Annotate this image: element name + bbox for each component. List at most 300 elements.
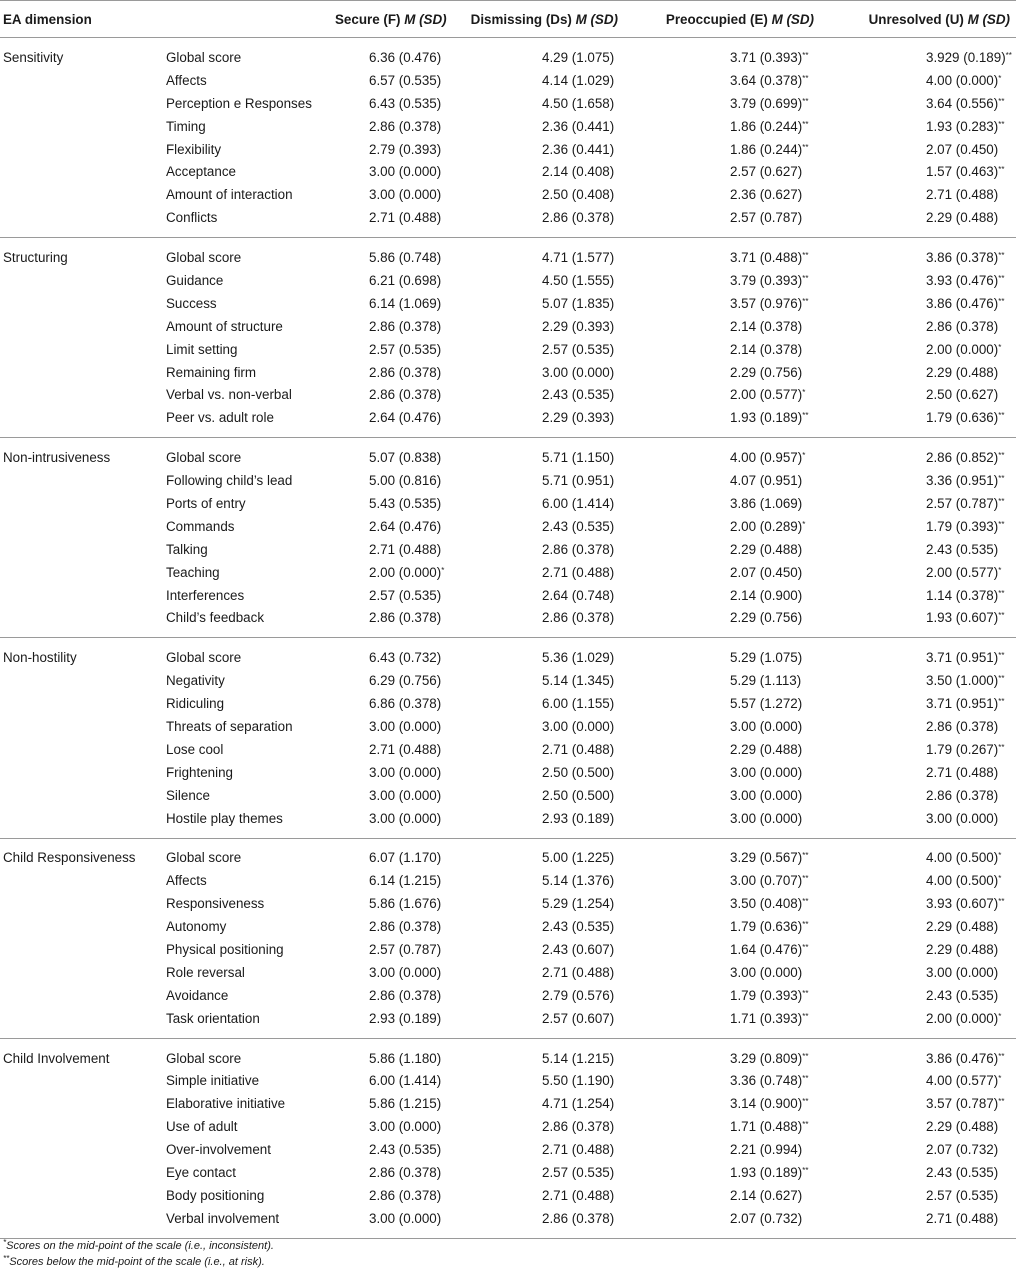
value-cell-secure: [335, 915, 451, 938]
significance-marker: **: [998, 651, 1005, 661]
value-text: 3.00 (0.000): [369, 787, 442, 803]
value-cell-secure: [335, 761, 451, 784]
value-wrap: [369, 896, 445, 911]
value-wrap: [542, 919, 618, 934]
dimension-cell-empty: [0, 1092, 165, 1115]
value-wrap: [542, 319, 618, 334]
table-row: [0, 938, 1016, 961]
value-text: 6.43 (0.732): [369, 650, 442, 666]
value-wrap: [542, 542, 618, 557]
value-text: 3.86 (0.476): [926, 1050, 999, 1066]
item-label: Interferences: [166, 587, 245, 603]
value-text: 4.00 (0.957): [730, 450, 803, 466]
value-cell-preoccupied: [624, 315, 820, 338]
value-text: 2.14 (0.378): [730, 318, 803, 334]
value-text: 3.00 (0.000): [369, 1119, 442, 1135]
value-cell-dismissing: [451, 807, 624, 838]
value-cell-unresolved: [820, 961, 1016, 984]
value-text: 3.50 (1.000): [926, 673, 999, 689]
value-cell-unresolved: [820, 892, 1016, 915]
value-text: 3.00 (0.000): [730, 787, 803, 803]
value-wrap: [542, 650, 618, 665]
value-cell-unresolved: [820, 715, 1016, 738]
value-text: 2.86 (0.378): [369, 1187, 442, 1203]
value-wrap: [730, 519, 814, 534]
value-text: 2.29 (0.756): [730, 364, 803, 380]
value-text: 2.50 (0.500): [542, 764, 615, 780]
value-cell-preoccupied: [624, 1070, 820, 1093]
value-wrap: [926, 1096, 1010, 1111]
value-text: 6.14 (1.215): [369, 873, 442, 889]
value-text: 2.71 (0.488): [542, 564, 615, 580]
value-text: 2.43 (0.535): [369, 1142, 442, 1158]
value-wrap: [730, 919, 814, 934]
value-cell-unresolved: [820, 1207, 1016, 1238]
value-text: 2.86 (0.378): [542, 210, 615, 226]
value-cell-secure: [335, 669, 451, 692]
value-wrap: [926, 850, 1010, 865]
value-wrap: [730, 1073, 814, 1088]
dimension-cell-empty: [0, 1070, 165, 1093]
value-wrap: [730, 50, 814, 65]
value-cell-unresolved: [820, 1092, 1016, 1115]
footnote-text: Scores below the mid-point of the scale (i.e., at risk).: [9, 1256, 265, 1268]
significance-marker: **: [998, 96, 1005, 106]
value-text: 2.00 (0.289): [730, 518, 803, 534]
value-text: 4.00 (0.500): [926, 873, 999, 889]
item-label: Eye contact: [166, 1165, 236, 1181]
value-text: 1.71 (0.488): [730, 1119, 803, 1135]
value-wrap: [369, 942, 445, 957]
value-cell-secure: [335, 1184, 451, 1207]
value-text: 5.36 (1.029): [542, 650, 615, 666]
dimension-cell-empty: [0, 206, 165, 237]
value-wrap: [369, 919, 445, 934]
value-wrap: [730, 896, 814, 911]
value-cell-preoccupied: [624, 38, 820, 69]
value-text: 3.00 (0.000): [369, 810, 442, 826]
value-wrap: [369, 565, 445, 580]
value-cell-preoccupied: [624, 160, 820, 183]
item-label: Use of adult: [166, 1119, 238, 1135]
value-text: 3.71 (0.951): [926, 696, 999, 712]
value-cell-preoccupied: [624, 1038, 820, 1069]
value-cell-unresolved: [820, 406, 1016, 437]
value-wrap: [730, 1119, 814, 1134]
table-row: [0, 269, 1016, 292]
value-cell-dismissing: [451, 469, 624, 492]
value-wrap: [369, 250, 445, 265]
table-row: [0, 738, 1016, 761]
value-cell-secure: [335, 784, 451, 807]
value-text: 2.57 (0.535): [542, 341, 615, 357]
table-row: [0, 692, 1016, 715]
value-wrap: [542, 1051, 618, 1066]
value-text: 3.57 (0.787): [926, 1096, 999, 1112]
value-cell-dismissing: [451, 38, 624, 69]
value-cell-unresolved: [820, 1161, 1016, 1184]
table-row: [0, 807, 1016, 838]
value-cell-preoccupied: [624, 69, 820, 92]
value-cell-dismissing: [451, 938, 624, 961]
value-cell-secure: [335, 338, 451, 361]
value-text: 6.86 (0.378): [369, 696, 442, 712]
value-text: 3.50 (0.408): [730, 896, 803, 912]
value-cell-unresolved: [820, 669, 1016, 692]
value-wrap: [926, 450, 1010, 465]
value-text: 6.00 (1.414): [369, 1073, 442, 1089]
value-wrap: [730, 988, 814, 1003]
value-text: 4.50 (1.555): [542, 272, 615, 288]
value-text: 3.29 (0.809): [730, 1050, 803, 1066]
value-cell-dismissing: [451, 669, 624, 692]
header-unresolved-label: Unresolved (U): [868, 11, 964, 27]
value-cell-unresolved: [820, 692, 1016, 715]
value-wrap: [730, 1188, 814, 1203]
value-wrap: [542, 896, 618, 911]
value-wrap: [730, 250, 814, 265]
value-cell-dismissing: [451, 183, 624, 206]
value-wrap: [926, 896, 1010, 911]
value-cell-dismissing: [451, 892, 624, 915]
item-label: Global score: [166, 1050, 242, 1066]
value-cell-preoccupied: [624, 206, 820, 237]
value-cell-preoccupied: [624, 115, 820, 138]
value-text: 6.21 (0.698): [369, 272, 442, 288]
dimension-cell-empty: [0, 1138, 165, 1161]
value-wrap: [542, 1211, 618, 1226]
value-wrap: [730, 119, 814, 134]
value-wrap: [542, 811, 618, 826]
value-cell-secure: [335, 406, 451, 437]
dimension-cell-empty: [0, 892, 165, 915]
significance-marker: **: [998, 165, 1005, 175]
value-wrap: [369, 450, 445, 465]
value-text: 3.00 (0.000): [369, 1210, 442, 1226]
value-wrap: [926, 496, 1010, 511]
value-text: 5.00 (1.225): [542, 850, 615, 866]
value-cell-preoccupied: [624, 92, 820, 115]
dimension-cell-empty: [0, 738, 165, 761]
item-label: Flexibility: [166, 141, 222, 157]
dimension-cell-empty: [0, 584, 165, 607]
value-wrap: [542, 119, 618, 134]
value-text: 5.14 (1.215): [542, 1050, 615, 1066]
item-label: Frightening: [166, 764, 233, 780]
value-text: 2.36 (0.441): [542, 141, 615, 157]
value-text: 4.07 (0.951): [730, 473, 803, 489]
table-row: [0, 69, 1016, 92]
value-cell-secure: [335, 892, 451, 915]
value-cell-unresolved: [820, 938, 1016, 961]
dimension-cell-empty: [0, 315, 165, 338]
value-wrap: [926, 719, 1010, 734]
value-wrap: [730, 565, 814, 580]
value-text: 2.71 (0.488): [369, 210, 442, 226]
value-wrap: [369, 696, 445, 711]
significance-marker: **: [802, 1097, 809, 1107]
table-row: [0, 1207, 1016, 1238]
value-text: 3.00 (0.000): [730, 718, 803, 734]
value-cell-preoccupied: [624, 761, 820, 784]
value-cell-secure: [335, 984, 451, 1007]
value-cell-unresolved: [820, 915, 1016, 938]
dimension-cell-empty: [0, 515, 165, 538]
dimension-cell-empty: [0, 269, 165, 292]
value-text: 1.79 (0.267): [926, 741, 999, 757]
value-wrap: [542, 719, 618, 734]
value-wrap: [926, 387, 1010, 402]
value-cell-secure: [335, 1007, 451, 1038]
table-row: [0, 761, 1016, 784]
value-text: 2.07 (0.450): [730, 564, 803, 580]
value-cell-secure: [335, 69, 451, 92]
value-wrap: [369, 342, 445, 357]
value-cell-secure: [335, 538, 451, 561]
value-text: 2.64 (0.476): [369, 518, 442, 534]
dimension-cell-empty: [0, 869, 165, 892]
value-wrap: [542, 1011, 618, 1026]
item-label: Body positioning: [166, 1187, 265, 1203]
significance-marker: **: [998, 474, 1005, 484]
table-row: [0, 438, 1016, 469]
value-cell-dismissing: [451, 438, 624, 469]
value-wrap: [730, 187, 814, 202]
header-ea-dimension: EA dimension: [0, 1, 165, 38]
table-row: [0, 606, 1016, 637]
value-wrap: [730, 673, 814, 688]
item-label: Lose cool: [166, 741, 224, 757]
item-label: Conflicts: [165, 206, 335, 237]
table-row: [0, 183, 1016, 206]
value-wrap: [369, 1211, 445, 1226]
dimension-label: Structuring: [3, 250, 68, 266]
value-cell-secure: [335, 561, 451, 584]
value-cell-dismissing: [451, 984, 624, 1007]
value-text: 6.00 (1.155): [542, 696, 615, 712]
value-cell-dismissing: [451, 784, 624, 807]
value-text: 5.07 (0.838): [369, 450, 442, 466]
item-label: Autonomy: [166, 919, 227, 935]
item-label: Global score: [166, 49, 242, 65]
value-cell-secure: [335, 807, 451, 838]
significance-marker: *: [998, 851, 1002, 861]
value-cell-unresolved: [820, 315, 1016, 338]
value-cell-preoccupied: [624, 492, 820, 515]
value-cell-unresolved: [820, 638, 1016, 669]
value-text: 2.57 (0.535): [369, 341, 442, 357]
significance-marker: *: [802, 388, 806, 398]
value-text: 1.79 (0.636): [926, 410, 999, 426]
value-wrap: [542, 588, 618, 603]
value-cell-secure: [335, 869, 451, 892]
value-wrap: [542, 565, 618, 580]
value-text: 2.93 (0.189): [542, 810, 615, 826]
value-cell-dismissing: [451, 515, 624, 538]
value-wrap: [369, 811, 445, 826]
value-cell-unresolved: [820, 115, 1016, 138]
value-wrap: [926, 1073, 1010, 1088]
value-wrap: [542, 1096, 618, 1111]
dimension-label: Non-hostility: [3, 650, 77, 666]
value-cell-preoccupied: [624, 807, 820, 838]
item-label: Affects: [166, 72, 207, 88]
significance-marker: **: [998, 251, 1005, 261]
value-text: 2.64 (0.476): [369, 410, 442, 426]
value-text: 5.86 (1.215): [369, 1096, 442, 1112]
value-text: 3.86 (0.378): [926, 250, 999, 266]
dimension-label: Child Involvement: [3, 1050, 110, 1066]
value-text: 3.86 (0.476): [926, 295, 999, 311]
value-cell-unresolved: [820, 538, 1016, 561]
value-text: 2.29 (0.488): [926, 919, 999, 935]
value-cell-secure: [335, 606, 451, 637]
value-text: 2.43 (0.535): [542, 919, 615, 935]
table-row: [0, 584, 1016, 607]
value-wrap: [542, 387, 618, 402]
significance-marker: **: [802, 411, 809, 421]
dimension-cell-empty: [0, 115, 165, 138]
value-text: 3.57 (0.976): [730, 295, 803, 311]
value-text: 2.71 (0.488): [369, 741, 442, 757]
value-cell-dismissing: [451, 492, 624, 515]
header-secure-label: Secure (F): [335, 11, 401, 27]
value-wrap: [369, 410, 445, 425]
value-cell-dismissing: [451, 715, 624, 738]
item-label: Avoidance: [166, 987, 229, 1003]
value-wrap: [730, 273, 814, 288]
value-text: 2.79 (0.393): [369, 141, 442, 157]
value-wrap: [926, 565, 1010, 580]
item-label: Responsiveness: [166, 896, 265, 912]
value-cell-dismissing: [451, 1038, 624, 1069]
value-wrap: [730, 319, 814, 334]
value-text: 5.86 (0.748): [369, 250, 442, 266]
value-wrap: [369, 73, 445, 88]
value-wrap: [926, 142, 1010, 157]
value-text: 1.93 (0.607): [926, 610, 999, 626]
item-label: Verbal vs. non-verbal: [166, 387, 292, 403]
value-cell-secure: [335, 638, 451, 669]
value-wrap: [369, 1051, 445, 1066]
value-text: 3.71 (0.393): [730, 49, 803, 65]
table-header: [0, 1, 1016, 38]
table-row: [0, 469, 1016, 492]
value-text: 2.86 (0.378): [542, 610, 615, 626]
table-row: [0, 669, 1016, 692]
value-cell-dismissing: [451, 1070, 624, 1093]
value-text: 2.43 (0.607): [542, 942, 615, 957]
value-text: 2.71 (0.488): [542, 741, 615, 757]
value-wrap: [730, 873, 814, 888]
value-text: 3.00 (0.000): [542, 718, 615, 734]
value-cell-secure: [335, 961, 451, 984]
value-text: 3.14 (0.900): [730, 1096, 803, 1112]
value-text: 2.29 (0.756): [730, 610, 803, 626]
value-wrap: [730, 142, 814, 157]
value-wrap: [542, 410, 618, 425]
significance-marker: **: [802, 119, 809, 129]
dimension-cell-empty: [0, 761, 165, 784]
value-wrap: [542, 96, 618, 111]
value-text: 2.86 (0.378): [369, 364, 442, 380]
value-wrap: [369, 119, 445, 134]
value-cell-dismissing: [451, 561, 624, 584]
value-wrap: [926, 673, 1010, 688]
dimension-label: Sensitivity: [3, 49, 64, 65]
value-text: 2.64 (0.748): [542, 587, 615, 603]
value-cell-preoccupied: [624, 692, 820, 715]
value-wrap: [369, 1188, 445, 1203]
dimension-cell-empty: [0, 807, 165, 838]
value-wrap: [730, 473, 814, 488]
value-cell-dismissing: [451, 238, 624, 269]
value-text: 2.71 (0.488): [926, 187, 999, 203]
dimension-cell-empty: [0, 938, 165, 961]
item-label: Following child’s lead: [166, 473, 293, 489]
footnote-double-asterisk: [3, 1254, 274, 1270]
table-footnotes: [3, 1238, 274, 1270]
significance-marker: **: [802, 1074, 809, 1084]
item-label: Commands: [166, 518, 235, 534]
significance-marker: **: [802, 897, 809, 907]
significance-marker: **: [1005, 50, 1012, 60]
dimension-cell-empty: [0, 784, 165, 807]
value-wrap: [730, 696, 814, 711]
value-cell-dismissing: [451, 838, 624, 869]
item-label: Physical positioning: [166, 942, 284, 957]
value-wrap: [369, 187, 445, 202]
value-cell-dismissing: [451, 69, 624, 92]
value-wrap: [926, 187, 1010, 202]
value-cell-secure: [335, 38, 451, 69]
value-wrap: [926, 473, 1010, 488]
value-cell-secure: [335, 584, 451, 607]
value-text: 2.86 (0.378): [542, 1119, 615, 1135]
value-cell-preoccupied: [624, 669, 820, 692]
value-wrap: [542, 610, 618, 625]
significance-marker: **: [802, 273, 809, 283]
value-text: 6.14 (1.069): [369, 295, 442, 311]
value-text: 1.79 (0.636): [730, 919, 803, 935]
value-wrap: [542, 73, 618, 88]
value-wrap: [369, 1165, 445, 1180]
header-preoccupied: [624, 1, 820, 38]
value-cell-dismissing: [451, 961, 624, 984]
value-cell-dismissing: [451, 1092, 624, 1115]
value-wrap: [369, 1142, 445, 1157]
value-text: 5.71 (0.951): [542, 473, 615, 489]
value-text: 2.29 (0.393): [542, 318, 615, 334]
significance-marker: **: [998, 588, 1005, 598]
value-wrap: [926, 788, 1010, 803]
value-cell-unresolved: [820, 92, 1016, 115]
value-text: 2.00 (0.000): [926, 341, 999, 357]
value-text: 1.93 (0.189): [730, 410, 803, 426]
value-wrap: [542, 1188, 618, 1203]
value-cell-preoccupied: [624, 292, 820, 315]
dimension-cell-empty: [0, 406, 165, 437]
value-text: 2.71 (0.488): [926, 764, 999, 780]
value-cell-secure: [335, 515, 451, 538]
item-label: Perception e Responses: [166, 95, 312, 111]
value-wrap: [542, 50, 618, 65]
value-wrap: [926, 365, 1010, 380]
value-text: 1.86 (0.244): [730, 141, 803, 157]
value-text: 1.86 (0.244): [730, 118, 803, 134]
significance-marker: **: [998, 519, 1005, 529]
significance-marker: **: [802, 1051, 809, 1061]
